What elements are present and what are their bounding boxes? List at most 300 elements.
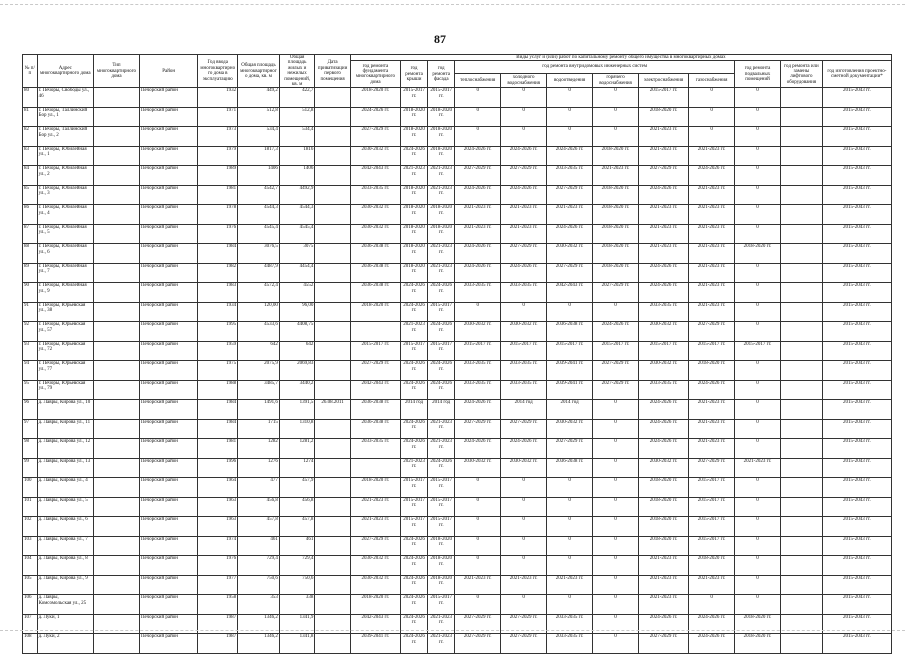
cell-row-no: 108 xyxy=(23,634,38,654)
cell-gas-year: 2015-2017 гг. xyxy=(689,478,735,498)
cell-first-sale-date: 26.08.2011 xyxy=(315,400,351,420)
cell-foundation-year: 2030-2032 гг. xyxy=(350,146,400,166)
cell-district: Печорский район xyxy=(139,575,197,595)
cell-heating-year: 2024-2026 гг. xyxy=(455,439,501,459)
cell-heating-year: 2027-2029 гг. xyxy=(455,614,501,634)
cell-facade-year: 2018-2020 гг. xyxy=(428,205,455,225)
cell-first-sale-date xyxy=(315,146,351,166)
cell-gas-year: 2021-2023 гг. xyxy=(689,263,735,283)
cell-drainage-year: 2039-2041 гг. xyxy=(547,380,593,400)
cell-row-no: 107 xyxy=(23,614,38,634)
cell-hot-water-year: 0 xyxy=(593,439,639,459)
col-drainage: водоотведения xyxy=(547,73,593,88)
cell-elevator-year xyxy=(781,283,823,303)
cell-gas-year: 2024-2026 гг. xyxy=(689,166,735,186)
cell-address: д. Луки, 2 xyxy=(37,634,93,654)
cell-district: Печорский район xyxy=(139,458,197,478)
cell-year-built: 1987 xyxy=(198,614,238,634)
cell-roof-year: 2024-2026 гг. xyxy=(400,146,427,166)
cell-address: д. Лавры, Кирова ул., 8 xyxy=(37,556,93,576)
cell-facade-year: 2024-2026 гг. xyxy=(428,283,455,303)
cell-district: Печорский район xyxy=(139,361,197,381)
cell-first-sale-date xyxy=(315,439,351,459)
cell-estimate-year: 2015-2043 гг. xyxy=(822,263,891,283)
cell-estimate-year: 2015-2043 гг. xyxy=(822,497,891,517)
cell-gas-year: 2015-2017 гг. xyxy=(689,341,735,361)
cell-elevator-year xyxy=(781,107,823,127)
cell-estimate-year: 2015-2043 гг. xyxy=(822,341,891,361)
cell-electricity-year: 2024-2026 гг. xyxy=(639,185,689,205)
cell-gas-year: 2021-2023 гг. xyxy=(689,283,735,303)
cell-roof-year: 2024-2026 гг. xyxy=(400,634,427,654)
cell-heating-year: 2021-2023 гг. xyxy=(455,205,501,225)
cell-house-type xyxy=(94,361,140,381)
cell-hot-water-year: 2018-2020 гг. xyxy=(593,263,639,283)
cell-hot-water-year: 0 xyxy=(593,497,639,517)
cell-cold-water-year: 2024-2026 гг. xyxy=(501,146,547,166)
cell-elevator-year xyxy=(781,263,823,283)
cell-first-sale-date xyxy=(315,107,351,127)
cell-roof-year: 2024-2026 гг. xyxy=(400,575,427,595)
cell-cold-water-year: 0 xyxy=(501,556,547,576)
cell-electricity-year: 2015-2017 гг. xyxy=(639,88,689,108)
cell-cold-water-year: 2027-2029 гг. xyxy=(501,614,547,634)
cell-residential-area: 1274 xyxy=(279,458,315,478)
cell-year-built: 1995 xyxy=(198,322,238,342)
cell-district: Печорский район xyxy=(139,497,197,517)
cell-estimate-year: 2015-2043 гг. xyxy=(822,380,891,400)
cell-total-area: 3076,5 xyxy=(238,244,280,264)
cell-total-area: 461 xyxy=(238,536,280,556)
cell-first-sale-date xyxy=(315,302,351,322)
cell-foundation-year: 2039-2041 гг. xyxy=(350,634,400,654)
cell-hot-water-year: 2015-2017 гг. xyxy=(593,341,639,361)
cell-facade-year: 2024-2026 гг. xyxy=(428,458,455,478)
cell-hot-water-year: 0 xyxy=(593,302,639,322)
cell-foundation-year: 2024-2026 гг. xyxy=(350,107,400,127)
cell-district: Печорский район xyxy=(139,478,197,498)
cell-drainage-year: 0 xyxy=(547,88,593,108)
cell-drainage-year: 2033-2035 гг. xyxy=(547,166,593,186)
cell-roof-year: 2021-2023 гг. xyxy=(400,166,427,186)
cell-total-area: 750,6 xyxy=(238,575,280,595)
table-row xyxy=(23,322,892,342)
cell-residential-area: 457,9 xyxy=(279,478,315,498)
cell-hot-water-year: 2027-2029 гг. xyxy=(593,361,639,381)
cell-address: г. Печоры, Юбилейная ул., 9 xyxy=(37,283,93,303)
col-residential-area: Общая площадь жилых и нежилых помещений, кв. м xyxy=(279,55,315,88)
cell-hot-water-year: 0 xyxy=(593,88,639,108)
cell-estimate-year: 2015-2043 гг. xyxy=(822,302,891,322)
cell-basement-year: 0 xyxy=(735,595,781,615)
cell-heating-year: 2033-2035 гг. xyxy=(455,283,501,303)
cell-roof-year: 2015-2017 гг. xyxy=(400,517,427,537)
cell-drainage-year: 0 xyxy=(547,478,593,498)
cell-total-area: 642 xyxy=(238,341,280,361)
cell-electricity-year: 2021-2023 гг. xyxy=(639,127,689,147)
table-row xyxy=(23,536,892,556)
cell-total-area: 449,2 xyxy=(238,88,280,108)
cell-row-no: 106 xyxy=(23,595,38,615)
cell-estimate-year: 2015-2043 гг. xyxy=(822,634,891,654)
cell-elevator-year xyxy=(781,322,823,342)
cell-facade-year: 2021-2023 гг. xyxy=(428,244,455,264)
table-row xyxy=(23,341,892,361)
cell-district: Печорский район xyxy=(139,244,197,264)
cell-row-no: 97 xyxy=(23,419,38,439)
col-no: № п/п xyxy=(23,55,38,88)
cell-heating-year: 0 xyxy=(455,536,501,556)
table-row xyxy=(23,497,892,517)
cell-total-area: 1346,2 xyxy=(238,614,280,634)
cell-house-type xyxy=(94,107,140,127)
cell-roof-year: 2018-2020 гг. xyxy=(400,263,427,283)
cell-house-type xyxy=(94,556,140,576)
cell-basement-year: 0 xyxy=(735,107,781,127)
cell-house-type xyxy=(94,127,140,147)
cell-elevator-year xyxy=(781,224,823,244)
cell-foundation-year: 2030-2032 гг. xyxy=(350,575,400,595)
cell-total-area: 534,4 xyxy=(238,127,280,147)
cell-estimate-year: 2015-2043 гг. xyxy=(822,146,891,166)
cell-electricity-year: 2033-2035 гг. xyxy=(639,380,689,400)
cell-facade-year: 2021-2023 гг. xyxy=(428,439,455,459)
table-row xyxy=(23,88,892,108)
cell-electricity-year: 2021-2023 гг. xyxy=(639,244,689,264)
cell-heating-year: 2015-2017 гг. xyxy=(455,341,501,361)
cell-drainage-year: 2021-2023 гг. xyxy=(547,575,593,595)
cell-foundation-year: 2036-2038 гг. xyxy=(350,419,400,439)
cell-hot-water-year: 2018-2020 гг. xyxy=(593,205,639,225)
col-basement: год ремонта подвальных помещений xyxy=(735,61,781,88)
cell-foundation-year: 2021-2023 гг. xyxy=(350,497,400,517)
table-row xyxy=(23,146,892,166)
cell-roof-year: 2024-2026 гг. xyxy=(400,595,427,615)
cell-estimate-year: 2015-2043 гг. xyxy=(822,458,891,478)
cell-electricity-year: 2033-2035 гг. xyxy=(639,302,689,322)
cell-facade-year: 2021-2023 гг. xyxy=(428,419,455,439)
cell-heating-year: 0 xyxy=(455,556,501,576)
table-row xyxy=(23,283,892,303)
cell-total-area: 4487,9 xyxy=(238,263,280,283)
cell-heating-year: 2027-2029 гг. xyxy=(455,634,501,654)
cell-gas-year: 2027-2029 гг. xyxy=(689,322,735,342)
cell-district: Печорский район xyxy=(139,166,197,186)
cell-roof-year: 2024-2026 гг. xyxy=(400,536,427,556)
cell-electricity-year: 2024-2026 гг. xyxy=(639,283,689,303)
cell-drainage-year: 2030-2032 гг. xyxy=(547,419,593,439)
cell-heating-year: 0 xyxy=(455,478,501,498)
cell-roof-year: 2015-2017 гг. xyxy=(400,341,427,361)
cell-roof-year: 2018-2020 гг. xyxy=(400,205,427,225)
cell-first-sale-date xyxy=(315,497,351,517)
cell-roof-year: 2015-2017 гг. xyxy=(400,88,427,108)
cell-cold-water-year: 2030-2032 гг. xyxy=(501,322,547,342)
cell-year-built: 1975 xyxy=(198,361,238,381)
cell-elevator-year xyxy=(781,400,823,420)
cell-hot-water-year: 0 xyxy=(593,575,639,595)
cell-basement-year: 0 xyxy=(735,380,781,400)
cell-estimate-year: 2015-2043 гг. xyxy=(822,614,891,634)
cell-electricity-year: 2018-2020 гг. xyxy=(639,517,689,537)
cell-electricity-year: 2030-2032 гг. xyxy=(639,458,689,478)
cell-electricity-year: 2021-2023 гг. xyxy=(639,575,689,595)
cell-drainage-year: 2024-2026 гг. xyxy=(547,224,593,244)
cell-roof-year: 2018-2020 гг. xyxy=(400,244,427,264)
cell-foundation-year: 2042-2043 гг. xyxy=(350,166,400,186)
cell-year-built: 1958 xyxy=(198,595,238,615)
cell-address: г. Печоры, Юбилейная ул., 2 xyxy=(37,166,93,186)
cell-roof-year: 2018-2020 гг. xyxy=(400,107,427,127)
cell-electricity-year: 2018-2020 гг. xyxy=(639,497,689,517)
cell-address: г. Печоры, Юбилейная ул., 6 xyxy=(37,244,93,264)
cell-hot-water-year: 2018-2020 гг. xyxy=(593,224,639,244)
cell-house-type xyxy=(94,88,140,108)
cell-year-built: 1971 xyxy=(198,107,238,127)
cell-total-area: 457,8 xyxy=(238,517,280,537)
cell-row-no: 105 xyxy=(23,575,38,595)
cell-row-no: 85 xyxy=(23,185,38,205)
cell-gas-year: 2021-2023 гг. xyxy=(689,439,735,459)
cell-electricity-year: 2027-2029 гг. xyxy=(639,634,689,654)
cell-address: д. Лавры, Кирова ул., 4 xyxy=(37,478,93,498)
cell-district: Печорский район xyxy=(139,556,197,576)
cell-drainage-year: 2014 год xyxy=(547,400,593,420)
cell-basement-year: 0 xyxy=(735,205,781,225)
cell-heating-year: 0 xyxy=(455,595,501,615)
scan-edge-bottom xyxy=(0,630,905,632)
cell-year-built: 1978 xyxy=(198,205,238,225)
table-row xyxy=(23,361,892,381)
cell-house-type xyxy=(94,302,140,322)
cell-gas-year: 2024-2026 гг. xyxy=(689,614,735,634)
col-type: Тип многоквартирного дома xyxy=(94,55,140,88)
cell-drainage-year: 2030-2032 гг. xyxy=(547,244,593,264)
cell-foundation-year: 2018-2020 гг. xyxy=(350,478,400,498)
cell-basement-year: 2018-2020 гг. xyxy=(735,614,781,634)
cell-facade-year: 2015-2017 гг. xyxy=(428,302,455,322)
cell-address: г. Печоры, Юрьевская ул., 79 xyxy=(37,380,93,400)
cell-first-sale-date xyxy=(315,419,351,439)
cell-elevator-year xyxy=(781,146,823,166)
cell-residential-area: 3440,2 xyxy=(279,380,315,400)
cell-district: Печорский район xyxy=(139,634,197,654)
col-cold-water: холодного водоснабжения xyxy=(501,73,547,88)
col-address: Адрес многоквартирного дома xyxy=(37,55,93,88)
cell-estimate-year: 2015-2043 гг. xyxy=(822,88,891,108)
cell-elevator-year xyxy=(781,556,823,576)
cell-total-area: 120,00 xyxy=(238,302,280,322)
cell-year-built: 1959 xyxy=(198,341,238,361)
cell-drainage-year: 0 xyxy=(547,556,593,576)
cell-address: д. Лавры, Кирова ул., 9 xyxy=(37,575,93,595)
cell-year-built: 1976 xyxy=(198,556,238,576)
cell-basement-year: 0 xyxy=(735,419,781,439)
cell-residential-area: 1341,8 xyxy=(279,634,315,654)
cell-electricity-year: 2021-2023 гг. xyxy=(639,595,689,615)
cell-foundation-year: 2018-2020 гг. xyxy=(350,595,400,615)
cell-row-no: 81 xyxy=(23,107,38,127)
cell-foundation-year: 2036-2038 гг. xyxy=(350,244,400,264)
cell-facade-year: 2018-2020 гг. xyxy=(428,146,455,166)
cell-foundation-year: 2036-2038 гг. xyxy=(350,283,400,303)
cell-foundation-year: 2036-2038 гг. xyxy=(350,263,400,283)
cell-drainage-year: 2027-2029 гг. xyxy=(547,185,593,205)
cell-gas-year: 2021-2023 гг. xyxy=(689,185,735,205)
cell-foundation-year: 2021-2023 гг. xyxy=(350,517,400,537)
scan-edge-top xyxy=(0,4,905,6)
cell-first-sale-date xyxy=(315,556,351,576)
cell-district: Печорский район xyxy=(139,614,197,634)
cell-first-sale-date xyxy=(315,263,351,283)
cell-row-no: 99 xyxy=(23,458,38,478)
cell-hot-water-year: 0 xyxy=(593,634,639,654)
cell-house-type xyxy=(94,205,140,225)
cell-drainage-year: 2036-2038 гг. xyxy=(547,458,593,478)
cell-year-built: 1996 xyxy=(198,458,238,478)
col-group-title: Виды услуг и (или) работ по капитальному ремонту общего имущества в многоквартирных домах xyxy=(350,55,891,61)
cell-residential-area: 457,8 xyxy=(279,517,315,537)
table-row xyxy=(23,634,892,654)
cell-basement-year: 0 xyxy=(735,361,781,381)
cell-house-type xyxy=(94,575,140,595)
cell-row-no: 91 xyxy=(23,302,38,322)
cell-year-built: 1981 xyxy=(198,439,238,459)
cell-estimate-year: 2015-2043 гг. xyxy=(822,107,891,127)
cell-row-no: 94 xyxy=(23,361,38,381)
cell-elevator-year xyxy=(781,497,823,517)
cell-gas-year: 2015-2017 гг. xyxy=(689,497,735,517)
cell-house-type xyxy=(94,322,140,342)
cell-cold-water-year: 2024-2026 гг. xyxy=(501,185,547,205)
cell-row-no: 88 xyxy=(23,244,38,264)
cell-total-area: 1817,3 xyxy=(238,146,280,166)
cell-estimate-year: 2015-2043 гг. xyxy=(822,322,891,342)
cell-facade-year: 2024-2026 гг. xyxy=(428,380,455,400)
cell-address: г. Печоры, Таллинский Бор ул., 1 xyxy=(37,107,93,127)
cell-first-sale-date xyxy=(315,517,351,537)
cell-year-built: 1989 xyxy=(198,166,238,186)
cell-elevator-year xyxy=(781,185,823,205)
cell-gas-year: 0 xyxy=(689,88,735,108)
cell-total-area: 1282 xyxy=(238,439,280,459)
cell-heating-year: 2033-2035 гг. xyxy=(455,361,501,381)
cell-electricity-year: 2021-2023 гг. xyxy=(639,224,689,244)
cell-first-sale-date xyxy=(315,634,351,654)
cell-basement-year: 0 xyxy=(735,575,781,595)
cell-residential-area: 4545,4 xyxy=(279,224,315,244)
cell-gas-year: 2015-2017 гг. xyxy=(689,536,735,556)
cell-electricity-year: 2018-2020 гг. xyxy=(639,478,689,498)
cell-total-area: 1406 xyxy=(238,166,280,186)
cell-gas-year: 2015-2017 гг. xyxy=(689,517,735,537)
repair-schedule-table xyxy=(22,54,892,654)
cell-roof-year: 2024-2026 гг. xyxy=(400,556,427,576)
cell-house-type xyxy=(94,146,140,166)
cell-foundation-year: 2033-2035 гг. xyxy=(350,185,400,205)
cell-residential-area: 1406 xyxy=(279,166,315,186)
cell-total-area: 456,8 xyxy=(238,497,280,517)
cell-foundation-year: 2033-2035 гг. xyxy=(350,439,400,459)
cell-roof-year: 2021-2023 гг. xyxy=(400,322,427,342)
cell-first-sale-date xyxy=(315,283,351,303)
cell-estimate-year: 2015-2043 гг. xyxy=(822,517,891,537)
cell-foundation-year: 2042-2043 гг. xyxy=(350,380,400,400)
cell-electricity-year: 2024-2026 гг. xyxy=(639,263,689,283)
cell-estimate-year: 2015-2043 гг. xyxy=(822,536,891,556)
cell-hot-water-year: 0 xyxy=(593,127,639,147)
cell-first-sale-date xyxy=(315,166,351,186)
cell-drainage-year: 2039-2041 гг. xyxy=(547,361,593,381)
cell-house-type xyxy=(94,185,140,205)
cell-basement-year: 0 xyxy=(735,517,781,537)
cell-row-no: 90 xyxy=(23,283,38,303)
cell-total-area: 512,8 xyxy=(238,107,280,127)
cell-cold-water-year: 2021-2023 гг. xyxy=(501,205,547,225)
cell-elevator-year xyxy=(781,302,823,322)
cell-electricity-year: 2027-2029 гг. xyxy=(639,166,689,186)
cell-house-type xyxy=(94,224,140,244)
col-hot-water: горячего водоснабжения xyxy=(593,73,639,88)
cell-address: г. Печоры, Юрьевская ул., 57 xyxy=(37,322,93,342)
table-header xyxy=(23,55,892,88)
cell-drainage-year: 2027-2029 гг. xyxy=(547,439,593,459)
cell-elevator-year xyxy=(781,127,823,147)
cell-estimate-year: 2015-2043 гг. xyxy=(822,185,891,205)
table-body xyxy=(23,88,892,654)
cell-elevator-year xyxy=(781,88,823,108)
cell-district: Печорский район xyxy=(139,536,197,556)
cell-hot-water-year: 2027-2029 гг. xyxy=(593,380,639,400)
col-electricity: электроснабжения xyxy=(639,73,689,88)
cell-facade-year: 2018-2020 гг. xyxy=(428,575,455,595)
cell-gas-year: 2021-2023 гг. xyxy=(689,400,735,420)
cell-heating-year: 2024-2026 гг. xyxy=(455,263,501,283)
cell-total-area: 353 xyxy=(238,595,280,615)
cell-foundation-year: 2036-2038 гг. xyxy=(350,400,400,420)
cell-year-built: 1963 xyxy=(198,517,238,537)
cell-heating-year: 2024-2026 гг. xyxy=(455,185,501,205)
cell-cold-water-year: 2024-2026 гг. xyxy=(501,439,547,459)
cell-address: г. Печоры, Юбилейная ул., 1 xyxy=(37,146,93,166)
cell-hot-water-year: 0 xyxy=(593,536,639,556)
col-estimate: год изготовления проектно-сметной документации* xyxy=(822,61,891,88)
cell-electricity-year: 2024-2026 гг. xyxy=(639,400,689,420)
cell-row-no: 96 xyxy=(23,400,38,420)
cell-address: д. Лавры, Кирова ул., 11 xyxy=(37,419,93,439)
table-row xyxy=(23,185,892,205)
cell-gas-year: 2024-2026 гг. xyxy=(689,380,735,400)
cell-electricity-year: 2030-2032 гг. xyxy=(639,322,689,342)
table-row xyxy=(23,556,892,576)
cell-year-built: 1964 xyxy=(198,478,238,498)
cell-basement-year: 0 xyxy=(735,322,781,342)
cell-roof-year: 2024-2026 гг. xyxy=(400,419,427,439)
cell-total-area: 3485,7 xyxy=(238,380,280,400)
cell-row-no: 92 xyxy=(23,322,38,342)
cell-cold-water-year: 0 xyxy=(501,88,547,108)
cell-heating-year: 2024-2026 гг. xyxy=(455,400,501,420)
cell-roof-year: 2024-2026 гг. xyxy=(400,361,427,381)
cell-roof-year: 2015-2017 гг. xyxy=(400,497,427,517)
col-foundation: год ремонта фундамента многоквартирного дома xyxy=(350,61,400,88)
cell-facade-year: 2015-2017 гг. xyxy=(428,478,455,498)
cell-row-no: 101 xyxy=(23,497,38,517)
cell-estimate-year: 2015-2043 гг. xyxy=(822,439,891,459)
cell-estimate-year: 2015-2043 гг. xyxy=(822,575,891,595)
page-number: 87 xyxy=(434,32,446,46)
table-row xyxy=(23,302,892,322)
